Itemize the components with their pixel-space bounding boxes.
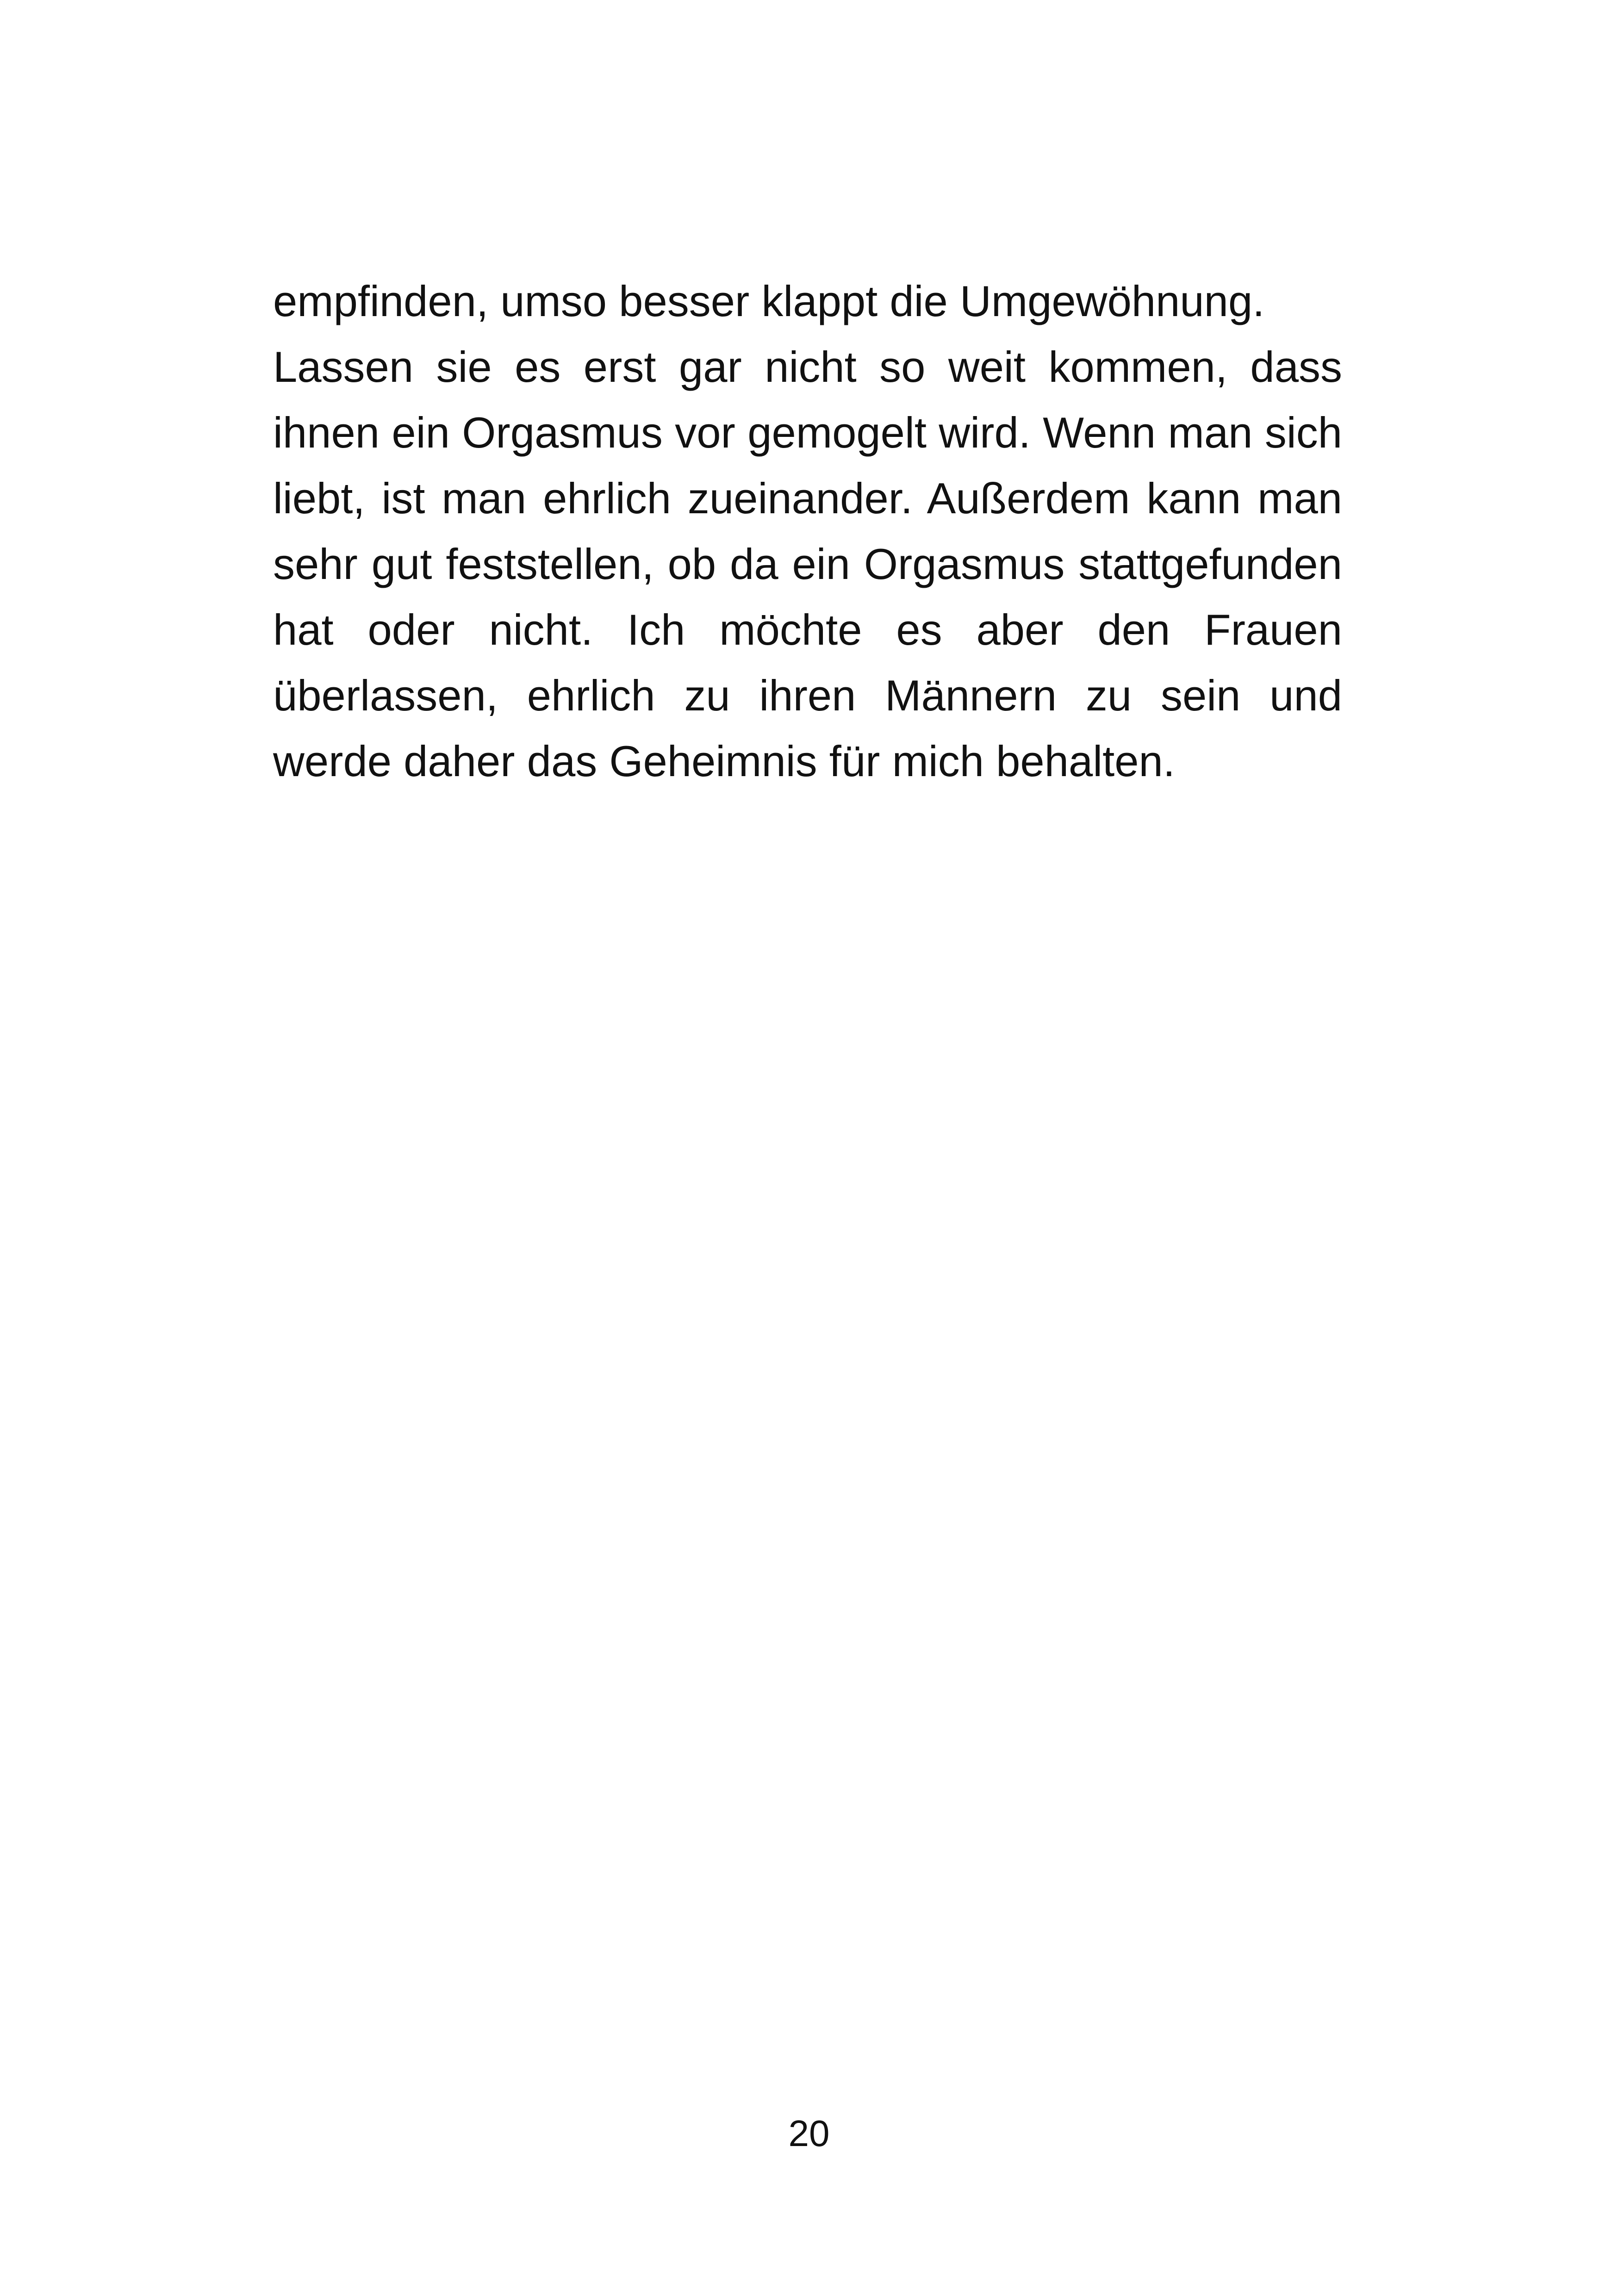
body-text <box>273 268 1342 794</box>
paragraph-1: empfinden, umso besser klappt die Umgewöhnung. <box>273 277 1265 325</box>
page-number: 20 <box>788 2113 830 2154</box>
paragraph-2: Lassen sie es erst gar nicht so weit kommen, dass ihnen ein Orgasmus vor gemogelt wird. Wenn man sich liebt, ist man ehrlich zueinander. Außerdem kann man sehr gut feststellen, ob da ein Orgasmus stattgefunden hat oder nicht. Ich möchte es aber den Frauen überlassen, ehrlich zu ihren Männern zu sein und werde daher das Geheimnis für mich behalten. <box>273 342 1342 785</box>
